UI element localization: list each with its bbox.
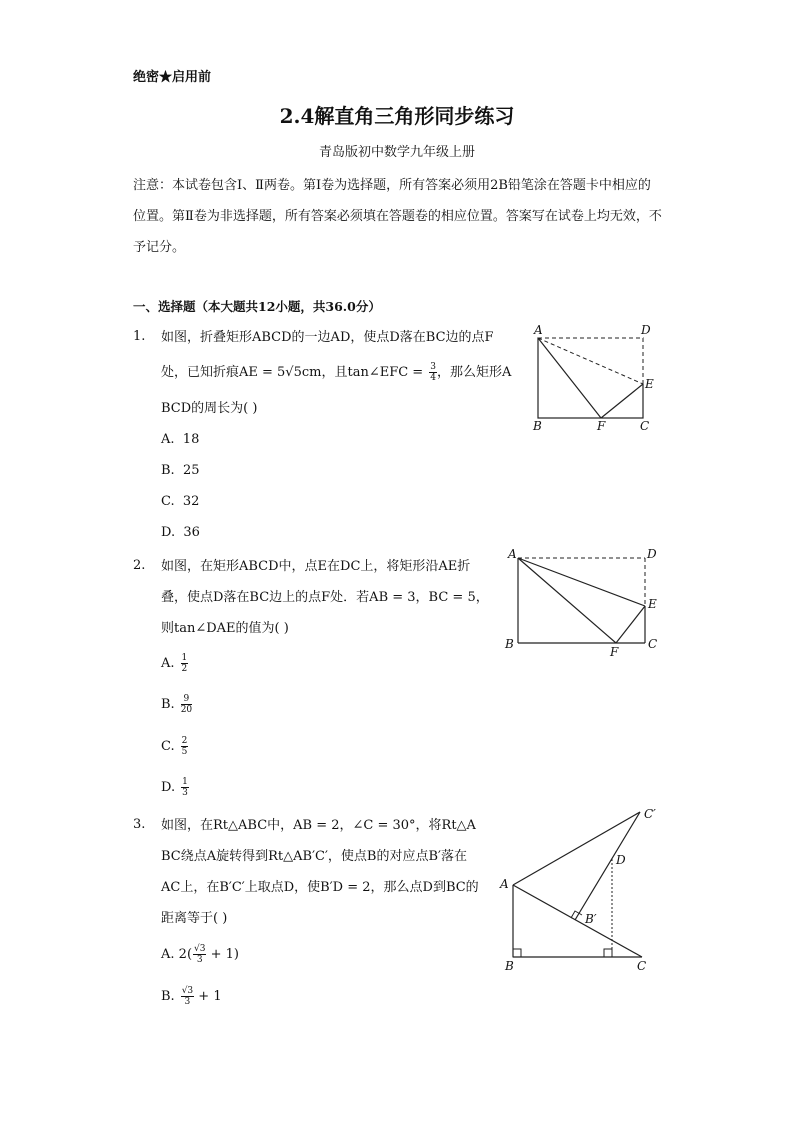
question-number: 2. [133,558,146,573]
option-suffix: + 1 [198,989,222,1004]
fraction-denominator: 5 [181,747,188,757]
option-letter: D. [161,525,176,540]
fraction-denominator: 2 [181,664,188,674]
label-c: C [637,959,647,973]
label-b: B [533,419,542,433]
fold-line-ae [518,558,645,606]
fraction [181,777,189,798]
label-c-prime: C′ [644,807,656,821]
option-c[interactable] [161,736,188,757]
label-f: F [610,645,619,659]
fraction [181,653,189,674]
label-b: B [505,959,514,973]
question-text-line [161,357,516,388]
figure-question-3 [495,800,670,980]
question-text-line: 如图，在Rt△ABC中，AB = 2，∠C = 30°，将Rt△A [161,818,476,833]
question-text-segment: 处，已知折痕AE = 5√5cm，且tan∠EFC = [161,365,424,380]
fraction [181,736,189,757]
option-a[interactable] [161,944,239,965]
question-text-line: AC上，在B′C′上取点D，使B′D = 2，那么点D到BC的 [161,880,479,895]
fraction-denominator: 3 [182,788,188,798]
question-text-segment: ，那么矩形A [436,365,512,380]
option-b[interactable] [161,986,222,1007]
option-b[interactable] [161,463,200,478]
fraction-denominator: 20 [180,705,193,715]
label-a: A [500,877,509,891]
right-angle-b [513,949,521,957]
label-d: D [616,853,626,867]
option-d[interactable] [161,777,189,798]
fold-line-ae [538,338,643,384]
option-value: 32 [182,494,200,509]
label-b: B [505,637,514,651]
fraction-numerator: 9 [181,694,192,705]
segment-fe [616,606,645,643]
label-c: C [648,637,658,651]
question-text-line: 如图，折叠矩形ABCD的一边AD，使点D落在BC边的点F [161,330,494,345]
rectangle-abcd [538,338,643,418]
fraction-numerator: 1 [182,777,188,787]
option-letter: B. [161,989,175,1004]
option-value: 18 [182,432,200,447]
fraction-numerator: √3 [194,944,206,954]
fraction-denominator: 4 [430,373,436,383]
option-letter: B. [161,697,175,712]
edge-c-prime-b-prime [575,812,640,920]
option-letter: A. [161,947,175,962]
fraction-denominator: 3 [196,955,203,965]
label-f: F [597,419,606,433]
question-number: 1. [133,329,146,344]
question-text-line: 如图，在矩形ABCD中，点E在DC上，将矩形沿AE折 [161,559,471,574]
option-prefix: 2( [178,947,193,962]
exam-notice: 注意：本试卷包含Ⅰ、Ⅱ两卷。第Ⅰ卷为选择题，所有答案必须用2B铅笔涂在答题卡中相应的位置。第Ⅱ卷为非选择题，所有答案必须填在答题卷的相应位置。答案写在试卷上均无效，不予记分。 [133,178,662,255]
fraction [181,986,194,1007]
fraction-numerator: 2 [181,736,188,746]
fraction-numerator: 1 [181,653,188,663]
option-a[interactable] [161,432,199,447]
figure-question-1 [525,318,665,438]
option-letter: A. [161,656,175,671]
question-text-line: BCD的周长为( ) [161,401,258,416]
label-a: A [534,323,543,337]
figure-question-2 [500,540,670,660]
label-e: E [645,377,654,391]
fraction [429,362,437,383]
option-value: 36 [183,525,200,540]
option-value: 25 [182,463,200,478]
option-a[interactable] [161,653,188,674]
fraction-denominator: 3 [184,997,191,1007]
right-angle-foot [604,949,612,957]
fraction-numerator: √3 [181,986,194,996]
segment-fe [601,384,643,418]
option-letter: D. [161,780,176,795]
edge-ac [513,885,642,957]
fraction [181,694,192,715]
fraction-numerator: 3 [430,362,436,372]
option-d[interactable] [161,525,200,540]
question-text-line: BC绕点A旋转得到Rt△AB′C′，使点B的对应点B′落在 [161,849,467,864]
label-b-prime: B′ [585,912,597,926]
option-c[interactable] [161,494,199,509]
label-d: D [647,547,657,561]
option-letter: A. [161,432,175,447]
option-b[interactable] [161,694,192,715]
fraction [193,944,206,965]
label-d: D [641,323,651,337]
page-subtitle: 青岛版初中数学九年级上册 [318,145,475,160]
question-number: 3. [133,817,146,832]
option-letter: C. [161,739,175,754]
segment-af [518,558,616,643]
edge-ac-prime [513,812,640,885]
question-text-line: 距离等于( ) [161,911,228,926]
question-text-line: 则tan∠DAE的值为( ) [161,621,289,636]
section-heading: 一、选择题（本大题共12小题，共36.0分） [133,299,381,314]
confidential-label: 绝密★启用前 [133,70,212,85]
segment-af [538,338,601,418]
option-letter: C. [161,494,175,509]
page-title: 2.4解直角三角形同步练习 [279,104,515,128]
question-text-line: 叠，使点D落在BC边上的点F处．若AB = 3，BC = 5， [161,590,489,605]
option-suffix: + 1) [210,947,239,962]
label-a: A [508,547,517,561]
option-letter: B. [161,463,175,478]
label-c: C [640,419,650,433]
label-e: E [648,597,657,611]
